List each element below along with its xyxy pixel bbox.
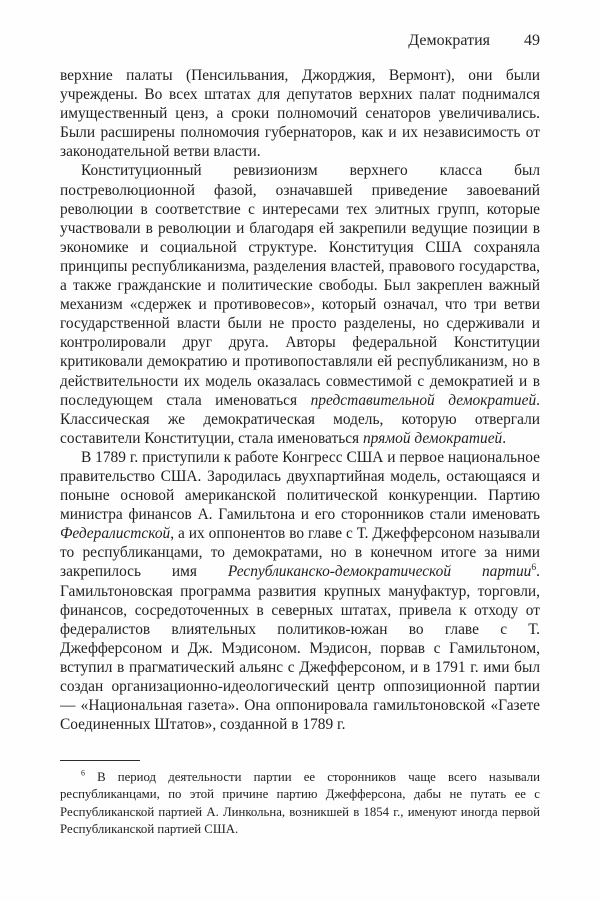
footnote-separator (60, 760, 140, 761)
text-run: . (502, 429, 507, 447)
text-run: представительной демократией (310, 391, 537, 409)
text-run: , а их оппонентов во главе с Т. Джефферсоном называли то республиканцами, то демократами, но в конечном итоге за ними закрепилось имя (60, 525, 540, 581)
footnote-text: В период деятельности партии ее сторонников чаще всего называли республиканцами, по этой причине партию Джефферсона, дабы не путать ее с Республиканской партией А. Линкольна, возникшей в 1854 г., именуют иногда первой Республиканской партией США. (60, 770, 540, 837)
text-run: . Классическая же демократическая модель, которую отвергали составители Конституции, стала именоваться (60, 391, 540, 447)
body-text (60, 66, 540, 758)
text-run: . Гамильтоновская программа развития крупных мануфактур, торговли, финансов, сосредоточенных в северных штатах, привела к отходу от федералистов влиятельных политиков-южан во главе с Т. Джефферсоном и Дж. Мэдисоном. Мэдисон, порвав с Гамильтоном, вступил в прагматический альянс с Джефферсоном, и в 1791 г. ими был создан организационно-идеологический центр оппозиционной партии — «Национальная газета». Она оппонировала гамильтоновской «Газете Соединенных Штатов», созданной в 1789 г. (60, 563, 540, 734)
text-run: Конституционный ревизионизм верхнего класса был постреволюционной фазой, означавшей приведение завоеваний революции в соответствие с интересами тех элитных групп, которые участвовали в революции и благодаря ей закрепили ведущие позиции в экономике и социальной структуре. Конституция США сохраняла принципы республиканизма, разделения властей, правового государства, а также гражданские и политические свободы. Был закреплен важный механизм «сдержек и противовесов», который означал, что три ветви государственной власти были не просто разделены, но сдерживали и контролировали друг друга. Авторы федеральной Конституции критиковали демократию и противопоставляли ей республиканизм, но в действительности их модель оказалась совместимой с демократией и в последующем стала именоваться (60, 162, 540, 409)
text-run: 6 (531, 562, 537, 574)
text-run: В 1789 г. приступили к работе Конгресс США и первое национальное правительство США. Зародилась двухпартийная модель, остающаяся и поныне основой американской политической конкуренции. Партию министра финансов А. Гамильтона и его сторонников стали именовать (60, 448, 540, 524)
paragraph (60, 448, 540, 734)
footnote (60, 769, 540, 839)
text-run: верхние палаты (Пенсильвания, Джорджия, Вермонт), они были учреждены. Во всех штатах для депутатов верхних палат поднимался имущественный ценз, а сроки полномочий сенаторов увеличивались. Были расширены полномочия губернаторов, как и их независимость от законодательной ветви власти. (60, 67, 540, 161)
paragraph (60, 161, 540, 447)
page-number: 49 (524, 32, 540, 49)
running-title: Демократия (408, 32, 490, 49)
text-run: Федералистской (60, 525, 171, 543)
footnote-marker: 6 (81, 768, 85, 778)
text-run: прямой демократией (362, 429, 503, 447)
running-header (408, 32, 540, 50)
footnote-paragraph (60, 769, 540, 839)
paragraph (60, 66, 540, 161)
text-run: Республиканско-демократической партии (227, 563, 532, 581)
